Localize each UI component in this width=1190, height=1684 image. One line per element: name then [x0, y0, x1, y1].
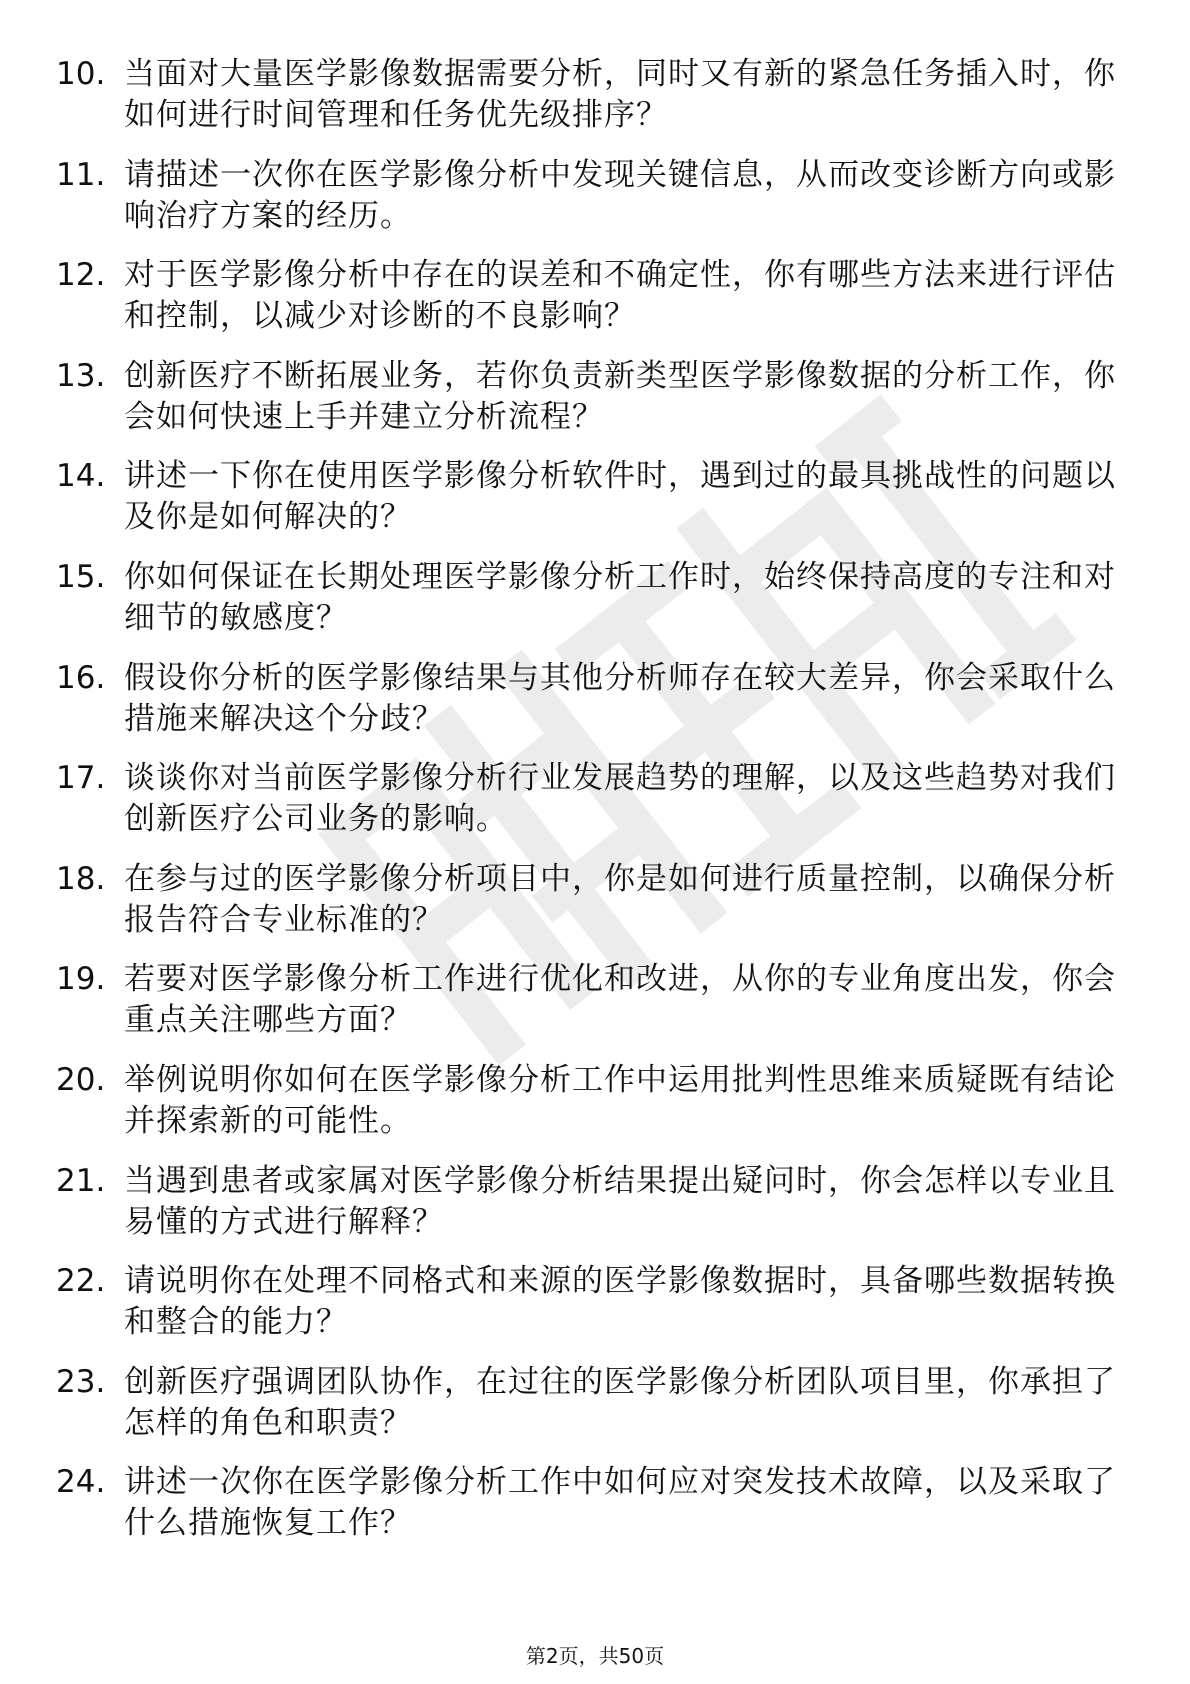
question-number: 19. — [56, 961, 106, 998]
question-number: 15. — [56, 558, 106, 595]
question-text: 谈谈你对当前医学影像分析行业发展趋势的理解，以及这些趋势对我们创新医疗公司业务的影响。 — [124, 760, 1116, 838]
question-text: 当面对大量医学影像数据需要分析，同时又有新的紧急任务插入时，你如何进行时间管理和任务优先级排序？ — [124, 56, 1116, 133]
page-number-label: 第2页，共50页 — [525, 1644, 665, 1668]
question-number: 16. — [56, 659, 106, 696]
question-item — [56, 658, 1116, 740]
question-text: 创新医疗强调团队协作，在过往的医学影像分析团队项目里，你承担了怎样的角色和职责？ — [124, 1363, 1116, 1441]
question-item — [56, 1362, 1116, 1444]
question-item — [56, 356, 1116, 438]
question-text: 若要对医学影像分析工作进行优化和改进，从你的专业角度出发，你会重点关注哪些方面？ — [124, 961, 1116, 1039]
question-number: 21. — [56, 1162, 106, 1199]
question-text: 讲述一次你在医学影像分析工作中如何应对突发技术故障，以及采取了什么措施恢复工作？ — [124, 1464, 1116, 1542]
question-text: 请说明你在处理不同格式和来源的医学影像数据时，具备哪些数据转换和整合的能力？ — [124, 1263, 1116, 1341]
question-text: 讲述一下你在使用医学影像分析软件时，遇到过的最具挑战性的问题以及你是如何解决的？ — [124, 458, 1116, 536]
question-text: 你如何保证在长期处理医学影像分析工作时，始终保持高度的专注和对细节的敏感度？ — [124, 558, 1116, 636]
question-number: 18. — [56, 860, 106, 897]
question-number: 12. — [56, 257, 106, 294]
question-item — [56, 54, 1116, 136]
question-item — [56, 758, 1116, 840]
page-footer — [0, 1640, 1190, 1669]
question-item — [56, 859, 1116, 941]
question-number: 23. — [56, 1363, 106, 1400]
question-item — [56, 1161, 1116, 1243]
question-number: 14. — [56, 458, 106, 495]
question-text: 在参与过的医学影像分析项目中，你是如何进行质量控制，以确保分析报告符合专业标准的？ — [124, 860, 1116, 938]
question-item — [56, 1462, 1116, 1544]
question-text: 对于医学影像分析中存在的误差和不确定性，你有哪些方法来进行评估和控制，以减少对诊断的不良影响？ — [124, 257, 1116, 335]
question-item — [56, 456, 1116, 538]
question-text: 请描述一次你在医学影像分析中发现关键信息，从而改变诊断方向或影响治疗方案的经历。 — [124, 156, 1116, 234]
question-item — [56, 557, 1116, 639]
question-text: 假设你分析的医学影像结果与其他分析师存在较大差异，你会采取什么措施来解决这个分歧？ — [124, 659, 1116, 737]
question-item — [56, 255, 1116, 337]
question-list — [56, 54, 1116, 1563]
question-number: 20. — [56, 1061, 106, 1098]
question-number: 17. — [56, 760, 106, 797]
question-item — [56, 959, 1116, 1041]
question-item — [56, 1261, 1116, 1343]
question-text: 举例说明你如何在医学影像分析工作中运用批判性思维来质疑既有结论并探索新的可能性。 — [124, 1061, 1116, 1139]
question-number: 22. — [56, 1263, 106, 1300]
question-number: 13. — [56, 357, 106, 394]
question-number: 11. — [56, 156, 106, 193]
question-item — [56, 1060, 1116, 1142]
question-item — [56, 155, 1116, 237]
question-text: 当遇到患者或家属对医学影像分析结果提出疑问时，你会怎样以专业且易懂的方式进行解释？ — [124, 1162, 1116, 1240]
question-number: 24. — [56, 1464, 106, 1501]
question-text: 创新医疗不断拓展业务，若你负责新类型医学影像数据的分析工作，你会如何快速上手并建立分析流程？ — [124, 357, 1116, 435]
question-number: 10. — [56, 56, 106, 92]
